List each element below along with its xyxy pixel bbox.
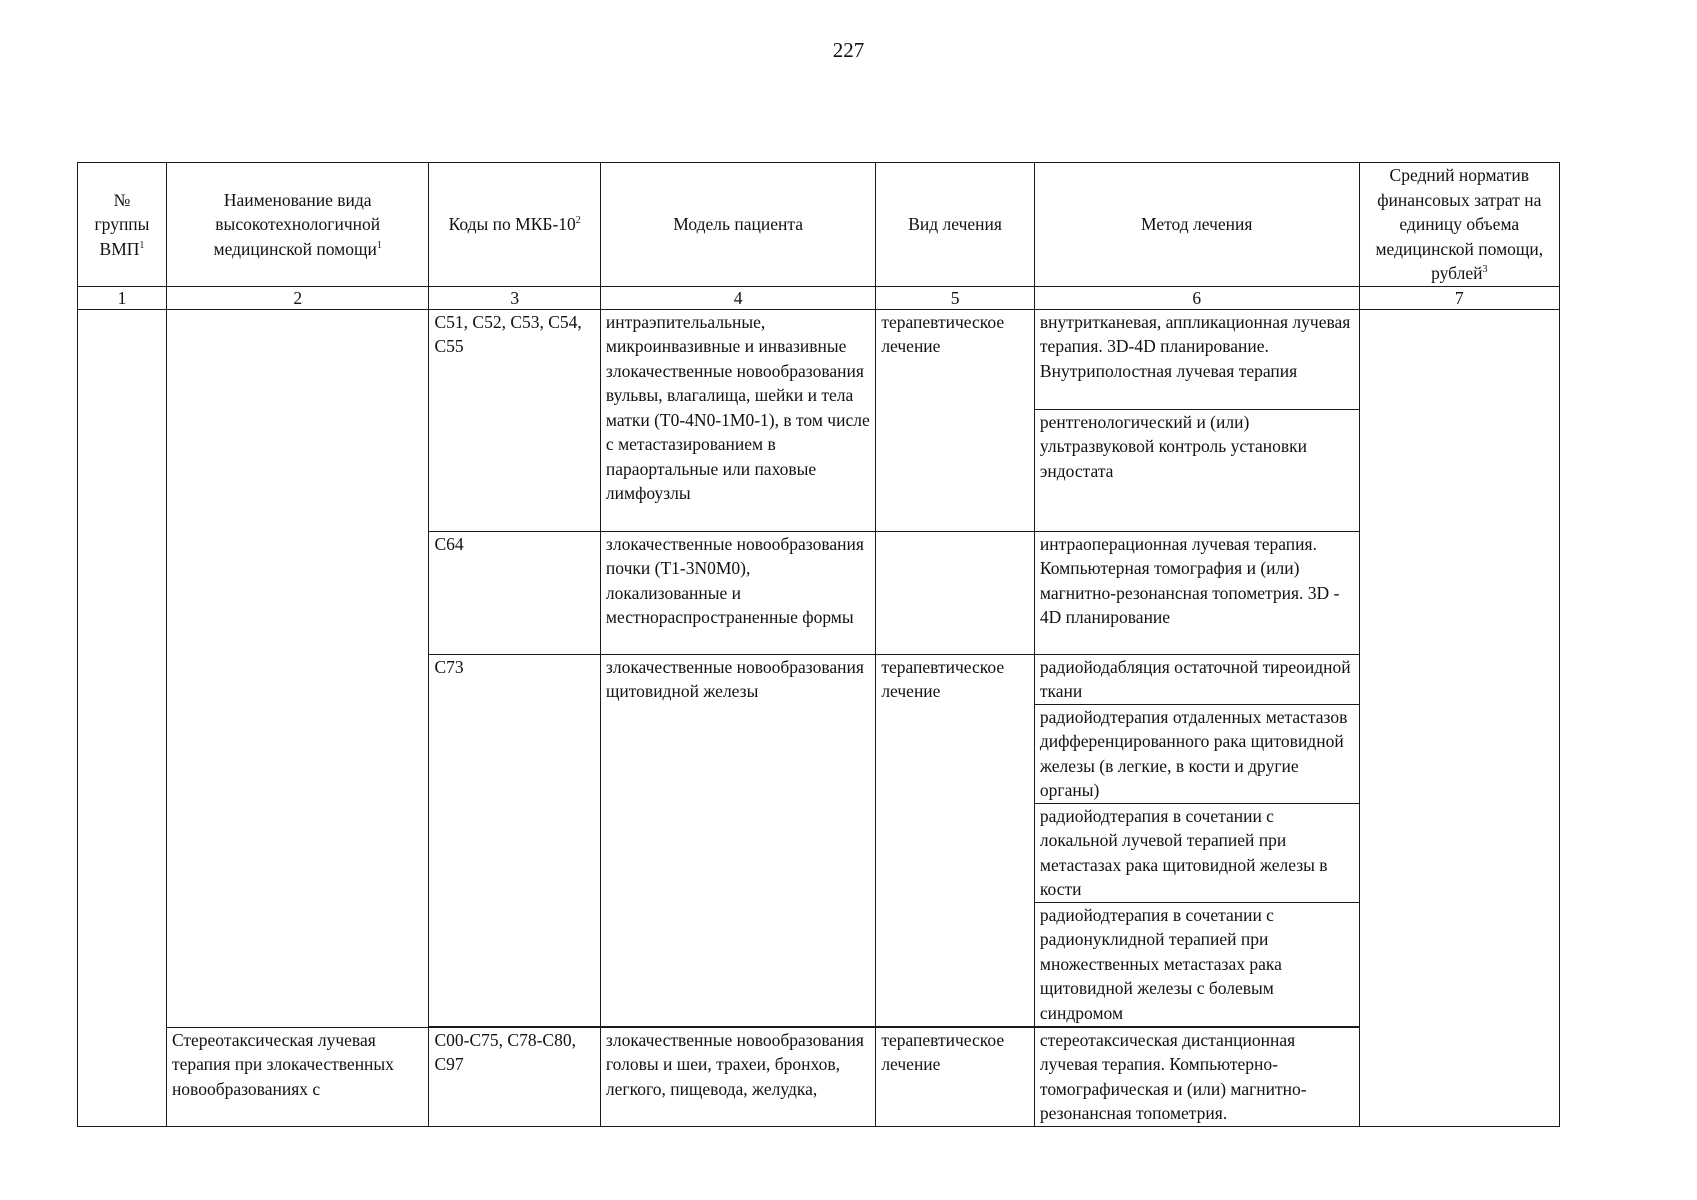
care-type-cell [166,309,429,1027]
icd-codes-cell: C73 [429,654,600,1026]
care-type-cell: Стереотаксическая лучевая терапия при злокачественных новообразованиях с [166,1027,429,1126]
header-patient-model: Модель пациента [600,163,875,287]
column-number: 7 [1359,286,1559,309]
column-number: 2 [166,286,429,309]
treatment-method-cell: радиойодтерапия отдаленных метастазов дифференцированного рака щитовидной железы (в легкие, в кости и другие органы) [1034,704,1359,803]
header-treatment-method: Метод лечения [1034,163,1359,287]
treatment-type-cell: терапевтическое лечение [876,654,1035,1026]
header-icd-codes: Коды по МКБ-$10^2$ [429,163,600,287]
header-group-number: № группы ВМП$^1$ [78,163,167,287]
column-number: 6 [1034,286,1359,309]
header-treatment-type: Вид лечения [876,163,1035,287]
column-number: 5 [876,286,1035,309]
treatment-method-cell: внутритканевая, аппликационная лучевая терапия. 3D-4D планирование. Внутриполостная лучевая терапия [1034,309,1359,409]
icd-codes-cell: C51, C52, C53, C54, C55 [429,309,600,531]
treatment-type-cell: терапевтическое лечение [876,1027,1035,1126]
column-number: 1 [78,286,167,309]
table-row [78,1027,1560,1126]
vmp-table [77,162,1560,1127]
treatment-method-cell: интраоперационная лучевая терапия. Компьютерная томография и (или) магнитно-резонансная топометрия. 3D - 4D планирование [1034,531,1359,654]
treatment-method-cell: стереотаксическая дистанционная лучевая терапия. Компьютерно-томографическая и (или) магнитно-резонансная топометрия. [1034,1027,1359,1126]
column-number: 3 [429,286,600,309]
page-number: 227 [832,38,865,62]
treatment-method-cell: радиойодтерапия в сочетании с локальной лучевой терапией при метастазах рака щитовидной железы в кости [1034,803,1359,902]
icd-codes-cell: C64 [429,531,600,654]
treatment-method-cell: радиойодабляция остаточной тиреоидной ткани [1034,654,1359,704]
patient-model-cell: злокачественные новообразования почки (T1-3N0M0), локализованные и местнораспространенные формы [600,531,875,654]
treatment-type-cell [876,531,1035,654]
treatment-method-cell: радиойодтерапия в сочетании с радионуклидной терапией при множественных метастазах рака щитовидной железы с болевым синдромом [1034,902,1359,1026]
table-row [78,309,1560,409]
cost-standard-cell [1359,309,1559,1126]
treatment-method-cell: рентгенологический и (или) ультразвуковой контроль установки эндостата [1034,409,1359,531]
treatment-type-cell: терапевтическое лечение [876,309,1035,531]
patient-model-cell: злокачественные новообразования головы и шеи, трахеи, бронхов, легкого, пищевода, желудка, [600,1027,875,1126]
column-number: 4 [600,286,875,309]
icd-codes-cell: C00-C75, C78-C80, C97 [429,1027,600,1126]
group-number-cell [78,309,167,1126]
column-number-row [78,286,1560,309]
header-cost-standard: Средний норматив финансовых затрат на единицу объема медицинской помощи, рублей$^3$ [1359,163,1559,287]
header-care-type: Наименование вида высокотехнологичной медицинской помощи$^1$ [166,163,429,287]
patient-model-cell: интраэпительальные, микроинвазивные и инвазивные злокачественные новообразования вульвы, влагалища, шейки и тела матки (T0-4N0-1M0-1), в том числе с метастазированием в параортальные или паховые лимфоузлы [600,309,875,531]
header-row [78,163,1560,287]
patient-model-cell: злокачественные новообразования щитовидной железы [600,654,875,1026]
